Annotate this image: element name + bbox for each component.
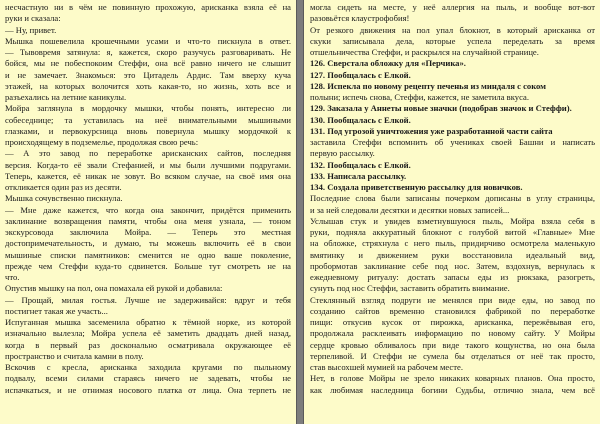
text-line: откликается один раз из десяти.: [5, 182, 122, 192]
text-line: Нет, в голове Мойры не зрело никаких коварных планов. Она просто,: [310, 373, 595, 384]
text-line: Мойра заглянула в мордочку мышки, чтобы понять, интересно ли: [5, 103, 291, 114]
text-line: 128. Испекла по новому рецепту печенья из миндаля с соком: [310, 80, 547, 91]
text-line: разовьётся клаустрофобия!: [310, 13, 410, 24]
text-line: Мышка пошевелила крошечными усами и что-то пискнула в ответ.: [5, 35, 291, 46]
text-line: Последние слова были записаны почерком дописаны в углу страницы,: [310, 193, 595, 204]
left-page: [0, 0, 296, 424]
text-line: — Прощай, милая гостья. Лучше не задерживайся: вдруг и тебя: [5, 294, 291, 305]
text-line: руки и сказала:: [5, 13, 61, 24]
text-line: 132. Пообщалась с Елкой.: [310, 159, 411, 170]
text-line: постигнет такая же участь...: [5, 305, 108, 316]
text-line: руки, подняла аккуратный блокнот с голубой витой «Главные» Мне: [310, 227, 595, 237]
text-line: отшельничества Стеффи, и раскрылся на случайной странице.: [310, 47, 539, 57]
text-line: первую рассылку.: [310, 148, 375, 159]
text-line: глазками, и первокурсница вновь повернула мышку мордочкой к: [5, 125, 291, 136]
text-line: несчастную ни в чём не повинную прохожую, арисканка взяла её на: [5, 2, 291, 12]
text-line: когда в первый раз досконально осматривала окружающее её: [5, 339, 291, 350]
text-line: подвалу, всеми силами стараясь ничего не задевать, чтобы не: [5, 373, 291, 384]
text-line: Испуганная мышка засеменила обратно к тёмной норке, из которой: [5, 317, 291, 327]
text-line: и не замечает. Знакомься: это Цитадель Ардис. Там вверху куча: [5, 69, 291, 80]
text-line: терпеливой. И Стеффи не сумела бы отделаться от неё так просто,: [310, 350, 595, 361]
text-line: на обложке, стряхнула с него пыль, придирчиво осмотрела маленькую: [310, 238, 595, 249]
text-line: вмятинку и движением руки восстановила идеальный вид,: [310, 249, 595, 260]
text-line: полыни; испечь снова, Стеффи, кажется, не заметила вкуса.: [310, 92, 529, 102]
text-line: Стеклянный взгляд подруги не менялся при виде еды, но завод по: [310, 294, 595, 305]
text-line: 130. Пообщалась с Елкой.: [310, 114, 411, 125]
text-line: созданию сайтов временно становился фабрикой по переработке: [310, 305, 595, 316]
text-line: Вскочив с кресла, арисканка заходила кругами по пыльному: [5, 362, 291, 372]
text-line: могла сидеть на месте, у неё аллергия на пыль, и вообще вот-вот: [310, 2, 595, 12]
text-line: 134. Создала приветственную рассылку для новичков.: [310, 182, 523, 192]
text-line: экскурсовода заключила Мойра. — Теперь это местная: [5, 227, 291, 237]
text-line: Опустив мышку на пол, она помахала ей рукой и добавила:: [5, 283, 223, 294]
text-line: продолжала расклеивать информацию по новому сайту. У Мойры: [310, 328, 595, 339]
text-line: происходящему в подземелье, продолжая свою речь:: [5, 137, 199, 147]
text-line: прежде чем Стеффи куда-то сдвинется. Больше тут смотреть не на: [5, 260, 291, 271]
text-line: пространство и считала камни в полу.: [5, 350, 144, 361]
text-line: пищи: откусив кусок от пирожка, арисканка, пережёвывая его,: [310, 317, 595, 327]
text-line: — Тывовремя затянула: я, кажется, скоро разучусь разговаривать. Не: [5, 47, 291, 57]
text-line: испачкаться, и не отнимая носового платка от лица. Она терпеть не: [5, 384, 291, 395]
text-line: что.: [5, 272, 20, 282]
text-line: бойся, мы не побеспокоим Стеффи, она всё равно ничего не слышит: [5, 58, 291, 69]
text-line: заставила Стеффи вспомнить об учениках своей Башни и написать: [310, 137, 595, 147]
text-line: заклинание возвращения памяти, чтобы она меня узнала, — тоном: [5, 215, 291, 226]
text-line: — Мне даже кажется, что когда она закончит, придётся применить: [5, 204, 291, 215]
text-line: сунуть под нос Стеффи, заставить обратить внимание.: [310, 283, 510, 294]
right-page: [304, 0, 600, 424]
text-line: Теперь, кажется, её никак не зовут. Во всяком случае, на своё имя она: [5, 170, 291, 181]
text-line: 127. Пообщалась с Елкой.: [310, 69, 411, 80]
text-line: 129. Заказала у Аннеты новые значки (подобрав значок и Стеффи).: [310, 103, 572, 114]
text-line: мышиные списки памятников: сменится не одно ваше поколение,: [5, 249, 291, 260]
text-line: скуки записывала дела, которые успела переделать за время: [310, 35, 595, 46]
text-line: — Ну, привет.: [5, 24, 57, 35]
text-line: Мышка сочувственно пискнула.: [5, 193, 123, 204]
text-line: достопримечательность, и думаю, ты можешь включить её в свои: [5, 238, 291, 249]
text-line: 133. Написала рассылку.: [310, 170, 407, 181]
text-line: как любимая наследница богини Судьбы, отлично знала, чем всё: [310, 384, 595, 395]
text-line: пробормотав заклинание себе под нос. Затем, вздохнув, вернулась к: [310, 260, 595, 271]
text-line: став высохшей мумией на рабочем месте.: [310, 362, 463, 372]
text-line: версия. Когда-то её звали Стефанией, и мы были лучшими подругами.: [5, 159, 291, 170]
text-line: сердце кровью обливалось при виде такого кощунства, но она была: [310, 339, 595, 350]
page-gutter: [296, 0, 304, 424]
text-line: и за ней следовали десятки и десятки новых записей...: [310, 204, 510, 215]
text-line: 126. Сверстала обложку для «Перчика».: [310, 58, 466, 69]
text-line: собеседнице; та уставилась на неё внимательными мышиными: [5, 114, 291, 125]
text-line: ежедневному ритуалу: достать запасы еды из рюкзака, разогреть,: [310, 272, 595, 282]
text-line: 131. Под угрозой уничтожения уже разработанной части сайта: [310, 125, 553, 136]
text-line: Услышав стук и увидев взметнувшуюся пыль, Мойра взяла себя в: [310, 215, 595, 226]
text-line: разъехались на летние каникулы.: [5, 92, 127, 102]
text-line: — А это завод по переработке арисканских сайтов, последняя: [5, 148, 291, 159]
text-line: изначально вылезла; Мойра успела её заметить двадцать дней назад,: [5, 328, 291, 339]
text-line: этажей, на которых волочится хоть какая-то, но жизнь, хоть все и: [5, 80, 291, 91]
text-line: От резкого движения на пол упал блокнот, в который арисканка от: [310, 24, 595, 35]
